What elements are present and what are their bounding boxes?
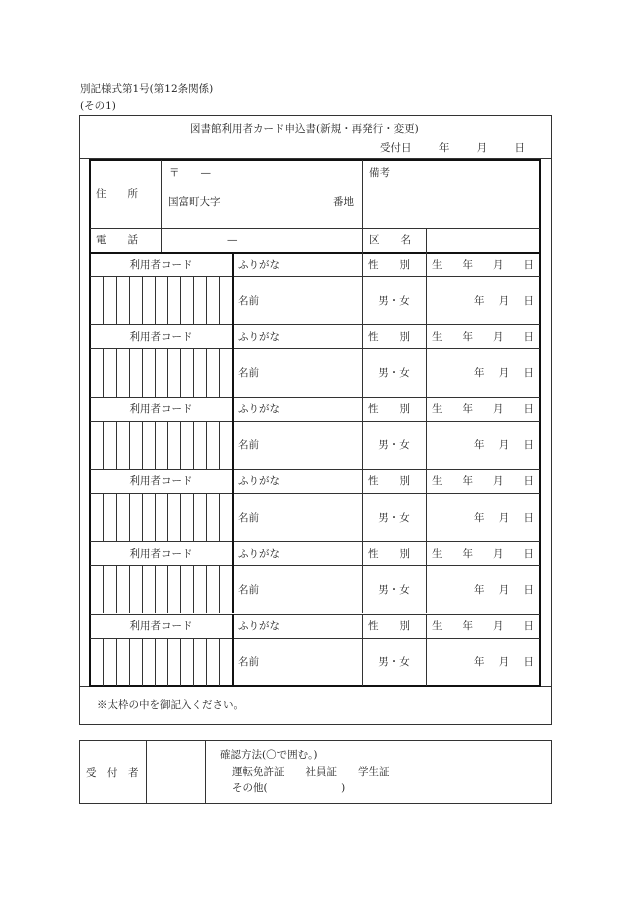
user-code-digit[interactable] [156, 276, 169, 324]
furigana-label: ふりがな [238, 547, 280, 560]
user-code-digit[interactable] [91, 565, 104, 613]
sex-label: 性 別 [368, 620, 410, 632]
name-label: 名前 [238, 294, 259, 307]
user-code-digit[interactable] [168, 493, 181, 541]
user-code-digit[interactable] [117, 493, 130, 541]
user-code-digit[interactable] [207, 493, 220, 541]
birth-day-label: 日 [523, 547, 534, 560]
birth-month-label: 月 [498, 366, 510, 379]
birth-month-label: 月 [493, 475, 504, 488]
user-code-digit[interactable] [194, 493, 207, 541]
note-text: ※太枠の中を御記入ください。 [97, 699, 244, 711]
user-code-digit[interactable] [130, 276, 143, 324]
user-code-digit[interactable] [143, 565, 156, 613]
birth-day-label: 日 [523, 475, 534, 488]
name-label: 名前 [238, 656, 259, 669]
furigana-label: ふりがな [238, 475, 280, 488]
birth-day-label: 日 [523, 330, 534, 343]
user-code-digit[interactable] [207, 638, 220, 686]
user-code-label: 利用者コード [129, 330, 193, 343]
user-code-digit[interactable] [117, 348, 130, 396]
user-code-digit[interactable] [104, 493, 117, 541]
user-code-digit[interactable] [194, 421, 207, 469]
user-code-label: 利用者コード [129, 547, 193, 560]
user-code-boxes [91, 348, 232, 396]
user-code-digit[interactable] [156, 493, 169, 541]
confirm-method: 確認方法(〇で囲む。) [220, 749, 318, 761]
user-code-digit[interactable] [130, 638, 143, 686]
name-label: 名前 [238, 511, 259, 524]
birth-month-label: 月 [493, 547, 504, 560]
received-date [380, 140, 525, 155]
name-label: 名前 [238, 583, 259, 596]
user-code-digit[interactable] [207, 348, 220, 396]
user-code-digit[interactable] [130, 565, 143, 613]
user-code-label: 利用者コード [129, 403, 193, 416]
user-code-digit[interactable] [143, 276, 156, 324]
birth-year-label: 年 [462, 475, 473, 488]
address-town: 国富町大字 [168, 196, 221, 208]
user-code-digit[interactable] [220, 565, 232, 613]
phone-dash: — [227, 234, 238, 246]
user-code-digit[interactable] [143, 421, 156, 469]
reception-label: 受 付 者 [86, 767, 139, 779]
name-label: 名前 [238, 439, 259, 452]
user-code-digit[interactable] [156, 421, 169, 469]
user-code-boxes [91, 493, 232, 541]
user-code-digit[interactable] [207, 276, 220, 324]
sex-options[interactable]: 男・女 [378, 439, 410, 452]
birth-year-label: 年 [462, 330, 473, 343]
address-label: 住 所 [96, 188, 138, 200]
birth-day-label: 日 [523, 258, 534, 271]
birth-year-label: 年 [474, 583, 485, 596]
birth-year-label: 年 [474, 511, 485, 524]
birth-day-label: 日 [523, 403, 534, 416]
birth-day-label: 日 [523, 511, 534, 524]
birth-day-label: 日 [523, 620, 534, 632]
user-code-digit[interactable] [168, 638, 181, 686]
user-code-digit[interactable] [220, 421, 232, 469]
birth-label: 生 [432, 475, 443, 488]
user-code-digit[interactable] [104, 276, 117, 324]
birth-label: 生 [432, 547, 443, 560]
birth-month-label: 月 [498, 439, 510, 452]
birth-year-label: 年 [474, 439, 485, 452]
birth-month-label: 月 [493, 403, 504, 416]
user-code-digit[interactable] [194, 565, 207, 613]
user-code-digit[interactable] [168, 565, 181, 613]
user-code-digit[interactable] [220, 276, 232, 324]
birth-year-label: 年 [474, 294, 485, 307]
name-label: 名前 [238, 366, 259, 379]
birth-label: 生 [432, 330, 443, 343]
user-code-digit[interactable] [117, 565, 130, 613]
received-date-day: 日 [514, 142, 525, 154]
user-code-digit[interactable] [194, 276, 207, 324]
birth-month-label: 月 [498, 511, 510, 524]
user-code-boxes [91, 421, 232, 469]
birth-year-label: 年 [462, 403, 473, 416]
birth-day-label: 日 [523, 366, 534, 379]
furigana-label: ふりがな [238, 330, 280, 343]
form-sub-number: (その1) [80, 100, 116, 112]
user-code-digit[interactable] [156, 638, 169, 686]
user-code-digit[interactable] [143, 348, 156, 396]
user-code-digit[interactable] [194, 348, 207, 396]
phone-label: 電 話 [96, 234, 138, 246]
user-code-digit[interactable] [143, 493, 156, 541]
user-code-digit[interactable] [220, 348, 232, 396]
received-date-month: 月 [476, 142, 488, 154]
birth-year-label: 年 [474, 656, 485, 669]
user-code-digit[interactable] [130, 421, 143, 469]
user-code-label: 利用者コード [129, 620, 193, 632]
user-code-digit[interactable] [117, 638, 130, 686]
user-code-digit[interactable] [181, 421, 194, 469]
user-code-digit[interactable] [168, 276, 181, 324]
user-code-digit[interactable] [181, 565, 194, 613]
user-code-digit[interactable] [104, 638, 117, 686]
birth-label: 生 [432, 620, 443, 632]
birth-month-label: 月 [498, 583, 510, 596]
user-code-digit[interactable] [117, 276, 130, 324]
user-code-label: 利用者コード [129, 258, 193, 271]
birth-year-label: 年 [474, 366, 485, 379]
furigana-label: ふりがな [238, 403, 280, 416]
user-code-digit[interactable] [130, 493, 143, 541]
user-code-digit[interactable] [91, 421, 104, 469]
birth-month-label: 月 [493, 258, 504, 271]
sex-options[interactable]: 男・女 [378, 656, 410, 669]
user-code-digit[interactable] [220, 638, 232, 686]
user-code-digit[interactable] [181, 638, 194, 686]
furigana-label: ふりがな [238, 620, 280, 632]
birth-month-label: 月 [493, 330, 504, 343]
user-code-digit[interactable] [104, 348, 117, 396]
user-code-digit[interactable] [220, 493, 232, 541]
furigana-label: ふりがな [238, 258, 280, 271]
birth-day-label: 日 [523, 656, 534, 669]
sex-label: 性 別 [368, 475, 410, 488]
user-code-digit[interactable] [168, 421, 181, 469]
birth-month-label: 月 [493, 620, 504, 632]
birth-year-label: 年 [462, 620, 473, 632]
user-code-boxes [91, 276, 232, 324]
user-code-digit[interactable] [130, 348, 143, 396]
user-code-digit[interactable] [91, 638, 104, 686]
user-code-digit[interactable] [194, 638, 207, 686]
birth-label: 生 [432, 403, 443, 416]
user-code-digit[interactable] [181, 276, 194, 324]
sex-label: 性 別 [368, 403, 410, 416]
birth-day-label: 日 [523, 583, 534, 596]
sex-options[interactable]: 男・女 [378, 511, 410, 524]
user-code-digit[interactable] [91, 348, 104, 396]
birth-year-label: 年 [462, 547, 473, 560]
birth-day-label: 日 [523, 294, 534, 307]
form-number: 別記様式第1号(第12条関係) [80, 83, 214, 95]
received-date-label: 受付日 [380, 142, 412, 154]
remarks-label: 備考 [369, 167, 390, 179]
user-code-boxes [91, 638, 232, 686]
user-code-digit[interactable] [207, 421, 220, 469]
user-code-digit[interactable] [168, 348, 181, 396]
user-code-label: 利用者コード [129, 475, 193, 488]
birth-year-label: 年 [462, 258, 473, 271]
user-code-digit[interactable] [181, 493, 194, 541]
user-code-boxes [91, 565, 232, 613]
address-banchi: 番地 [333, 196, 354, 208]
sex-label: 性 別 [368, 330, 410, 343]
confirm-other: その他( ) [232, 782, 346, 794]
user-code-digit[interactable] [104, 565, 117, 613]
sex-options[interactable]: 男・女 [378, 294, 410, 307]
postal-mark: 〒 — [169, 167, 211, 179]
user-code-digit[interactable] [117, 421, 130, 469]
district-label: 区 名 [369, 234, 411, 246]
user-code-digit[interactable] [207, 565, 220, 613]
confirm-documents: 運転免許証 社員証 学生証 [232, 766, 390, 778]
sex-label: 性 別 [368, 547, 410, 560]
birth-month-label: 月 [498, 294, 510, 307]
user-code-digit[interactable] [181, 348, 194, 396]
birth-month-label: 月 [498, 656, 510, 669]
birth-day-label: 日 [523, 439, 534, 452]
user-code-digit[interactable] [143, 638, 156, 686]
received-date-year: 年 [438, 142, 450, 154]
sex-options[interactable]: 男・女 [378, 583, 410, 596]
form-title: 図書館利用者カード申込書(新規・再発行・変更) [190, 123, 419, 135]
user-code-digit[interactable] [91, 493, 104, 541]
sex-label: 性 別 [368, 258, 410, 271]
sex-options[interactable]: 男・女 [378, 366, 410, 379]
user-code-digit[interactable] [104, 421, 117, 469]
birth-label: 生 [432, 258, 443, 271]
user-code-digit[interactable] [91, 276, 104, 324]
user-code-digit[interactable] [156, 348, 169, 396]
user-code-digit[interactable] [156, 565, 169, 613]
